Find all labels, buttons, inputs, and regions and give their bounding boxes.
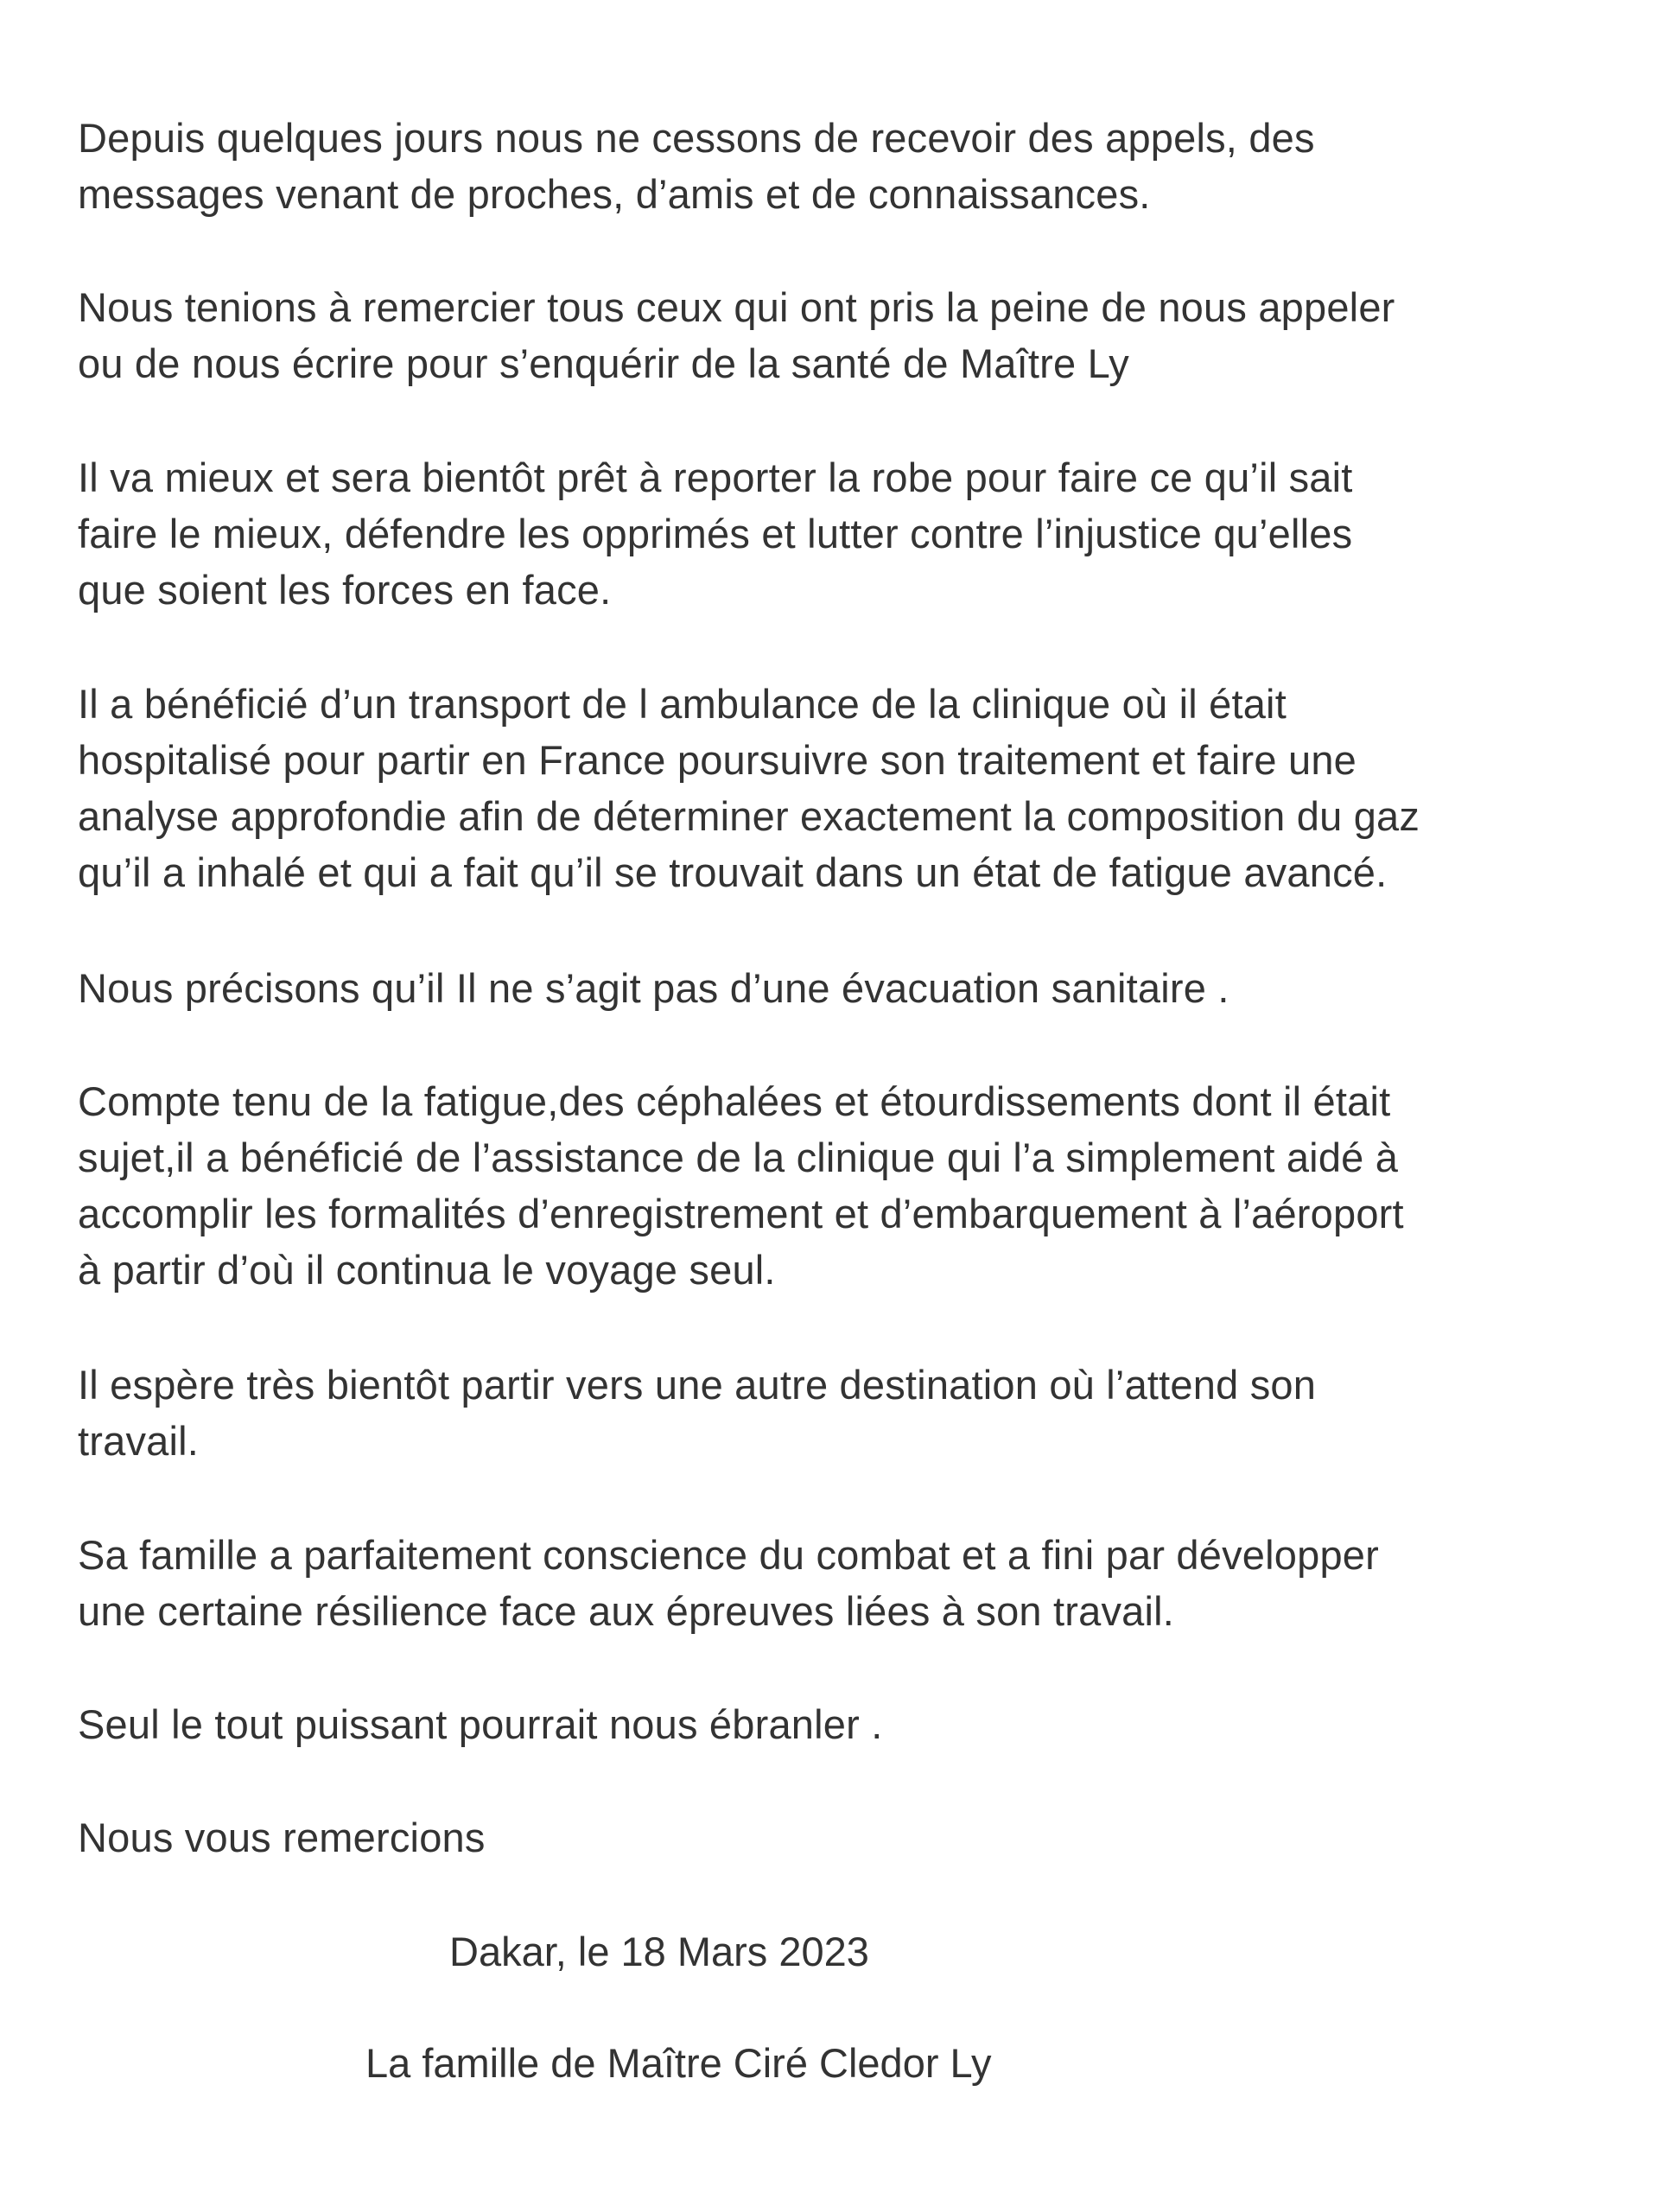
paragraph-clarification	[78, 960, 1624, 1016]
text-line: Compte tenu de la fatigue,des céphalées et étourdissements dont il était	[78, 1078, 1391, 1124]
text-line: faire le mieux, défendre les opprimés et lutter contre l’injustice qu’elles	[78, 511, 1353, 556]
text-line: Nous vous remercions	[78, 1815, 486, 1860]
paragraph-next-destination	[78, 1357, 1624, 1469]
text-line: accomplir les formalités d’enregistrement et d’embarquement à l’aéroport	[78, 1191, 1404, 1236]
text-line: travail.	[78, 1418, 200, 1464]
text-line: messages venant de proches, d’amis et de connaissances.	[78, 171, 1151, 217]
text-line: Nous précisons qu’il Il ne s’agit pas d’une évacuation sanitaire .	[78, 965, 1229, 1011]
text-line: Depuis quelques jours nous ne cessons de recevoir des appels, des	[78, 115, 1315, 161]
text-line: Il a bénéficié d’un transport de l ambulance de la clinique où il était	[78, 681, 1287, 727]
text-line: ou de nous écrire pour s’enquérir de la santé de Maître Ly	[78, 340, 1129, 386]
paragraph-health-update	[78, 449, 1624, 618]
paragraph-thanks	[78, 279, 1624, 391]
text-line: Il espère très bientôt partir vers une autre destination où l’attend son	[78, 1362, 1317, 1408]
text-line: Sa famille a parfaitement conscience du combat et a fini par développer	[78, 1532, 1379, 1578]
text-line: que soient les forces en face.	[78, 567, 612, 613]
text-line: qu’il a inhalé et qui a fait qu’il se trouvait dans un état de fatigue avancé.	[78, 849, 1388, 895]
text-line: sujet,il a bénéficié de l’assistance de la clinique qui l’a simplement aidé à	[78, 1135, 1399, 1180]
text-line: hospitalisé pour partir en France poursuivre son traitement et faire une	[78, 737, 1357, 783]
paragraph-family-resilience	[78, 1527, 1624, 1639]
signature-line: La famille de Maître Ciré Cledor Ly	[365, 2040, 992, 2086]
text-line: Il va mieux et sera bientôt prêt à reporter la robe pour faire ce qu’il sait	[78, 454, 1353, 500]
text-line: Nous tenions à remercier tous ceux qui ont pris la peine de nous appeler	[78, 284, 1395, 330]
text-line: une certaine résilience face aux épreuves liées à son travail.	[78, 1588, 1175, 1634]
text-line: Seul le tout puissant pourrait nous ébranler .	[78, 1701, 883, 1747]
paragraph-faith	[78, 1696, 1624, 1752]
paragraph-assistance	[78, 1073, 1624, 1298]
paragraph-calls-received	[78, 110, 1624, 222]
text-line: à partir d’où il continua le voyage seul.	[78, 1247, 776, 1293]
paragraph-closing-thanks	[78, 1809, 1624, 1866]
paragraph-transport	[78, 676, 1624, 900]
text-line: analyse approfondie afin de déterminer exactement la composition du gaz	[78, 793, 1420, 839]
date-line: Dakar, le 18 Mars 2023	[449, 1929, 869, 1974]
